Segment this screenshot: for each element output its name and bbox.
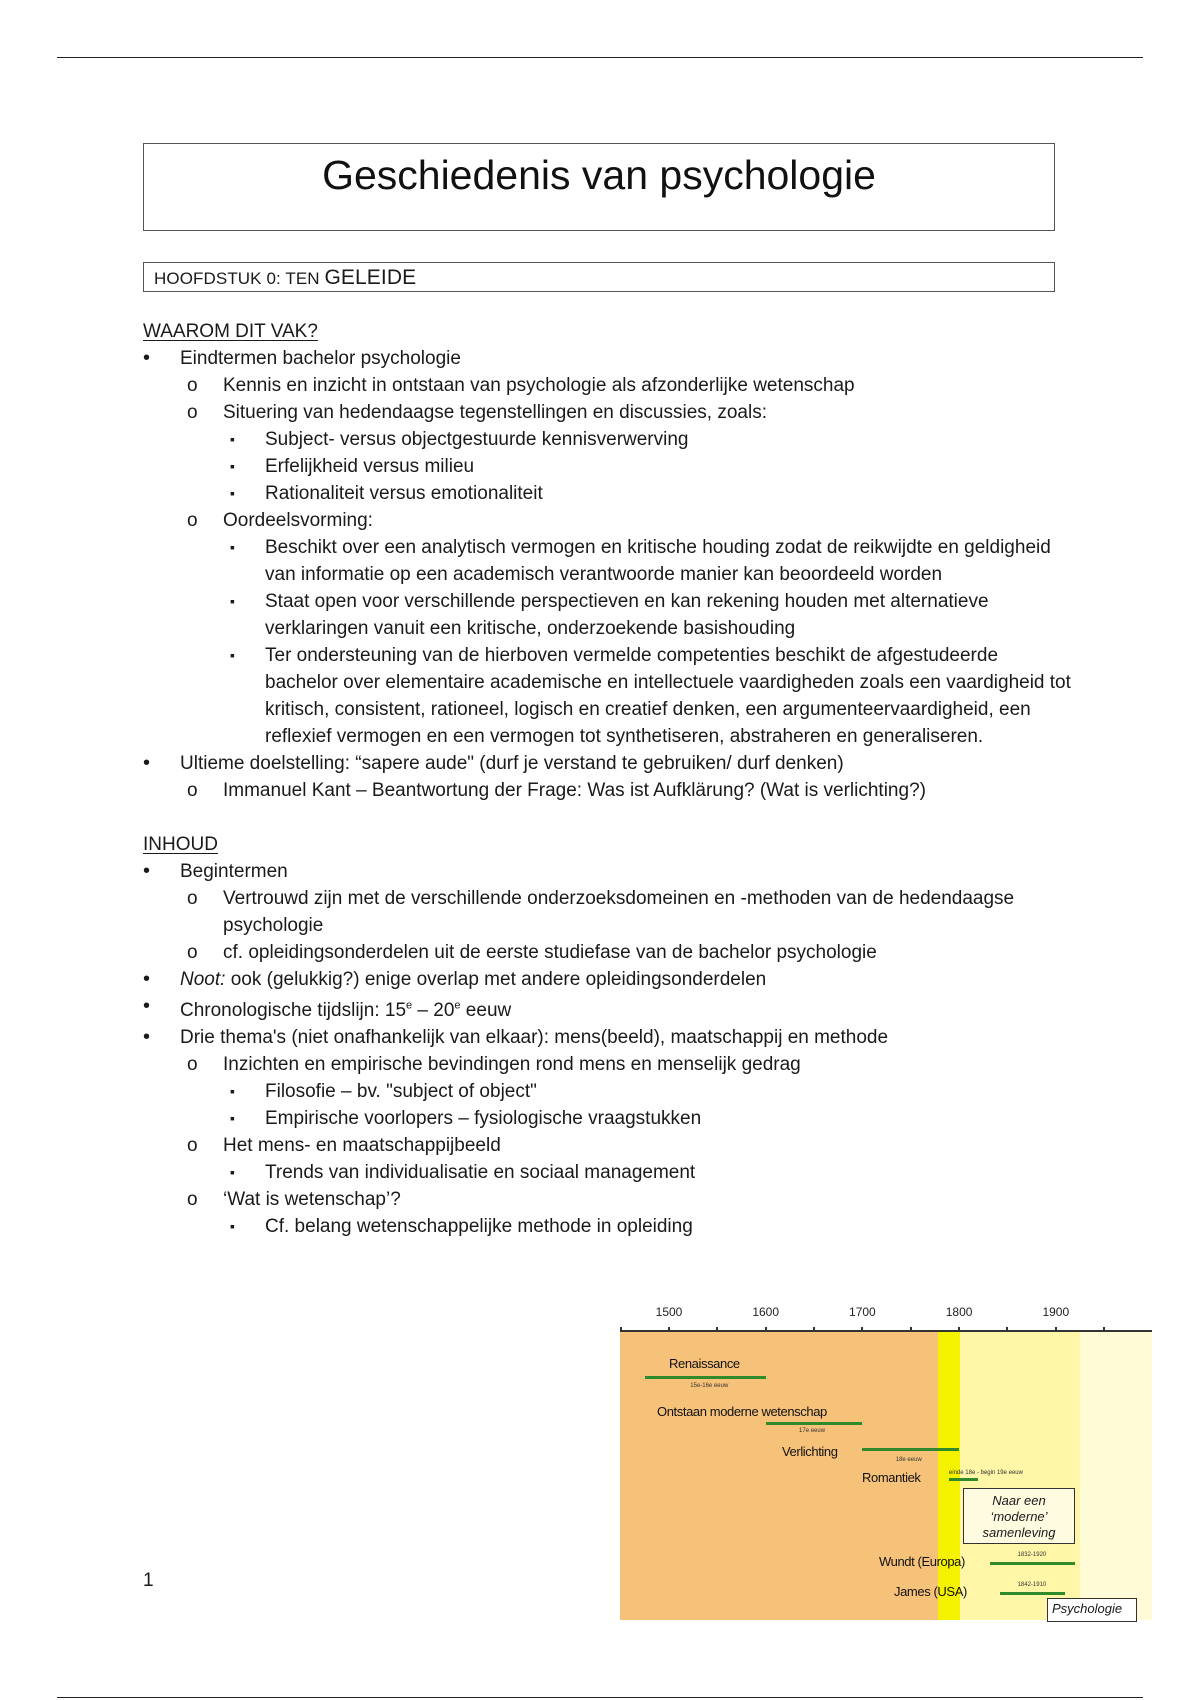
item-text: Ultieme doelstelling: “sapere aude" (durf je verstand te gebruiken/ durf denken): [180, 753, 844, 774]
section-heading: INHOUD: [143, 834, 218, 855]
bullet-marker: ▪: [230, 485, 235, 501]
timeline-period-range: einde 18e - begin 19e eeuw: [948, 1470, 1023, 1476]
top-rule: [57, 57, 1143, 58]
chapter-heading: [143, 262, 1055, 292]
item-text: cf. opleidingsonderdelen uit de eerste studiefase van de bachelor psychologie: [223, 942, 877, 963]
list-level-3: [143, 1078, 1073, 1132]
list-level-1: [143, 345, 1073, 804]
item-text: Kennis en inzicht in ontstaan van psychologie als afzonderlijke wetenschap: [223, 375, 855, 396]
nested-list-holder: [143, 885, 1073, 966]
item-text: Drie thema's (niet onafhankelijk van elkaar): mens(beeld), maatschappij en methode: [180, 1027, 889, 1049]
list-item: [143, 642, 1073, 750]
timeline-period-range: 18e eeuw: [895, 1457, 922, 1463]
timeline-psychologie-box: Psychologie: [1047, 1598, 1137, 1622]
timeline-period-bar: [862, 1448, 959, 1451]
nested-list-holder: [143, 1051, 1073, 1240]
timeline-tick: [1055, 1327, 1057, 1332]
timeline-period-bar: [1000, 1592, 1066, 1595]
list-level-1: [143, 858, 1073, 1240]
bullet-marker: o: [187, 402, 198, 423]
bullet-marker: ▪: [230, 539, 235, 555]
timeline-axis: [620, 1330, 1152, 1332]
bullet-marker: ▪: [230, 1083, 235, 1100]
timeline-tick: [910, 1327, 912, 1332]
timeline-tick: [716, 1327, 718, 1332]
list-item: [143, 1159, 1073, 1186]
timeline-figure: [617, 1290, 1155, 1630]
list-item: [143, 1132, 1073, 1159]
list-item: [143, 777, 1073, 804]
list-item: [143, 966, 1073, 993]
bullet-marker: •: [143, 1026, 151, 1049]
nested-list-holder: [143, 1213, 1073, 1240]
page-title: Geschiedenis van psychologie: [322, 152, 876, 198]
nested-list-holder: [143, 1159, 1073, 1186]
timeline-period-range: 1832-1920: [1017, 1552, 1047, 1558]
timeline-year-label: 1500: [655, 1305, 683, 1319]
timeline-box-line: Naar een: [992, 1493, 1046, 1508]
bullet-marker: o: [187, 1189, 198, 1211]
bullet-marker: o: [187, 780, 198, 801]
timeline-tick: [1103, 1327, 1105, 1332]
list-item: [143, 1024, 1073, 1051]
bullet-marker: o: [187, 1135, 198, 1157]
timeline-period-bar: [990, 1562, 1075, 1565]
item-text: Cf. belang wetenschappelijke methode in opleiding: [265, 1216, 693, 1238]
bullet-marker: ▪: [230, 1110, 235, 1127]
bullet-marker: ▪: [230, 593, 235, 609]
list-item: [143, 480, 1073, 507]
bullet-marker: •: [143, 347, 151, 369]
list-item: [143, 858, 1073, 885]
list-item: [143, 993, 1073, 1024]
bullet-marker: o: [187, 942, 198, 963]
document-body: [143, 318, 1073, 1240]
timeline-tick: [813, 1327, 815, 1332]
timeline-tick: [668, 1327, 670, 1332]
list-item: [143, 1213, 1073, 1240]
item-text: Erfelijkheid versus milieu: [265, 456, 475, 477]
item-text: Inzichten en empirische bevindingen rond mens en menselijk gedrag: [223, 1054, 801, 1076]
timeline-tick: [620, 1327, 622, 1332]
item-text: Situering van hedendaagse tegenstellingen en discussies, zoals:: [223, 402, 767, 423]
list-level-2: [143, 372, 1073, 750]
item-text: Vertrouwd zijn met de verschillende onderzoeksdomeinen en -methoden van de hedendaagse psychologie: [223, 888, 1015, 936]
item-text: Oordeelsvorming:: [223, 510, 373, 531]
timeline-period-label: Ontstaan moderne wetenschap: [657, 1404, 827, 1419]
list-level-3: [143, 426, 1073, 507]
page-number: 1: [143, 1570, 154, 1591]
timeline-period-label: Wundt (Europa): [879, 1554, 965, 1569]
bullet-marker: o: [187, 510, 198, 531]
section-heading: WAAROM DIT VAK?: [143, 321, 318, 342]
timeline-period-range: 15e-16e eeuw: [690, 1383, 729, 1389]
list-item: [143, 426, 1073, 453]
timeline-period-label: James (USA): [894, 1584, 967, 1599]
timeline-tick: [958, 1327, 960, 1332]
bullet-marker: •: [143, 968, 151, 990]
bullet-marker: ▪: [230, 1218, 235, 1235]
chapter-suffix: GELEIDE: [324, 266, 417, 289]
timeline-tick: [861, 1327, 863, 1332]
timeline-period-bar: [949, 1478, 978, 1481]
title-box: [143, 143, 1055, 231]
item-text: Begintermen: [180, 861, 288, 882]
section-spacer: [143, 804, 1073, 831]
bullet-marker: ▪: [230, 647, 235, 663]
list-level-2: [143, 885, 1073, 966]
list-level-2: [143, 1051, 1073, 1240]
timeline-period-range: 17e eeuw: [799, 1428, 826, 1434]
nested-list-holder: [143, 777, 1073, 804]
bullet-marker: ▪: [230, 1164, 235, 1181]
bullet-marker: o: [187, 1054, 198, 1076]
list-item: [143, 588, 1073, 642]
bullet-marker: •: [143, 860, 151, 882]
list-item: [143, 453, 1073, 480]
nested-list-holder: [143, 1078, 1073, 1132]
chapter-prefix: HOOFDSTUK 0: TEN: [154, 269, 325, 288]
timeline-period-label: Romantiek: [862, 1470, 921, 1485]
item-text: Rationaliteit versus emotionaliteit: [265, 483, 543, 504]
item-text: Het mens- en maatschappijbeeld: [223, 1135, 501, 1157]
item-text: Staat open voor verschillende perspectieven en kan rekening houden met alternatieve verklaringen vanuit een kritische, onderzoekende basishouding: [265, 591, 989, 639]
item-text: Trends van individualisatie en sociaal management: [265, 1162, 696, 1184]
bottom-rule: [57, 1697, 1143, 1698]
list-level-3: [143, 1213, 1073, 1240]
timeline-period-bar: [766, 1422, 863, 1425]
timeline-tick: [1006, 1327, 1008, 1332]
item-note-prefix: Noot:: [180, 969, 226, 990]
nested-list-holder: [143, 426, 1073, 507]
timeline-period-range: 1842-1910: [1017, 1582, 1047, 1588]
list-item: [143, 939, 1073, 966]
list-item: [143, 399, 1073, 426]
era-background-paler: [1080, 1330, 1152, 1620]
bullet-marker: o: [187, 888, 198, 909]
item-text: Eindtermen bachelor psychologie: [180, 348, 461, 369]
item-text: Filosofie – bv. "subject of object": [265, 1081, 537, 1103]
list-item: [143, 507, 1073, 534]
item-text: Ter ondersteuning van de hierboven vermelde competenties beschikt de afgestudeerde bachelor over elementaire academische en intellectuele vaardigheden zoals een vaardigheid tot kritisch, consistent, rationeel, logisch en creatief denken, een argumenteervaardigheid, een reflexief vermogen en een vermogen tot synthetiseren, abstraheren en generaliseren.: [265, 645, 1071, 747]
list-level-3: [143, 1159, 1073, 1186]
timeline-year-label: 1800: [945, 1305, 973, 1319]
timeline-box-line: samenleving: [982, 1525, 1056, 1540]
list-item: [143, 1051, 1073, 1078]
bullet-marker: •: [143, 752, 151, 774]
timeline-box-line: ‘moderne’: [990, 1509, 1048, 1524]
list-item: [143, 885, 1073, 939]
item-text: ‘Wat is wetenschap’?: [223, 1189, 401, 1211]
list-item: [143, 1105, 1073, 1132]
timeline-period-label: Verlichting: [782, 1444, 838, 1459]
item-text: ook (gelukkig?) enige overlap met andere opleidingsonderdelen: [225, 969, 767, 990]
list-level-3: [143, 534, 1073, 750]
item-text: Beschikt over een analytisch vermogen en kritische houding zodat de reikwijdte en geldigheid van informatie op een academisch verantwoorde manier kan beoordeeld worden: [265, 537, 1051, 585]
timeline-year-label: 1900: [1042, 1305, 1070, 1319]
item-text: Empirische voorlopers – fysiologische vraagstukken: [265, 1108, 702, 1130]
timeline-year-label: 1700: [849, 1305, 876, 1319]
item-text: Subject- versus objectgestuurde kennisverwerving: [265, 429, 689, 450]
list-item: [143, 1186, 1073, 1213]
bullet-marker: ▪: [230, 431, 235, 447]
timeline-period-label: Renaissance: [669, 1356, 740, 1371]
nested-list-holder: [143, 372, 1073, 750]
timeline-year-label: 1600: [752, 1305, 780, 1319]
list-level-2: [143, 777, 1073, 804]
timeline-tick: [765, 1327, 767, 1332]
bullet-marker: ▪: [230, 458, 235, 474]
list-item: [143, 372, 1073, 399]
item-text: Chronologische tijdslijn: 15e – 20e eeuw: [180, 1000, 512, 1022]
list-item: [143, 1078, 1073, 1105]
item-text: Immanuel Kant – Beantwortung der Frage: Was ist Aufklärung? (Wat is verlichting?): [223, 780, 926, 801]
nested-list-holder: [143, 534, 1073, 750]
timeline-period-bar: [645, 1376, 766, 1379]
list-item: [143, 345, 1073, 372]
bullet-marker: •: [143, 995, 151, 1017]
timeline-modern-society-box: [963, 1488, 1075, 1544]
list-item: [143, 534, 1073, 588]
list-item: [143, 750, 1073, 777]
bullet-marker: o: [187, 375, 198, 396]
